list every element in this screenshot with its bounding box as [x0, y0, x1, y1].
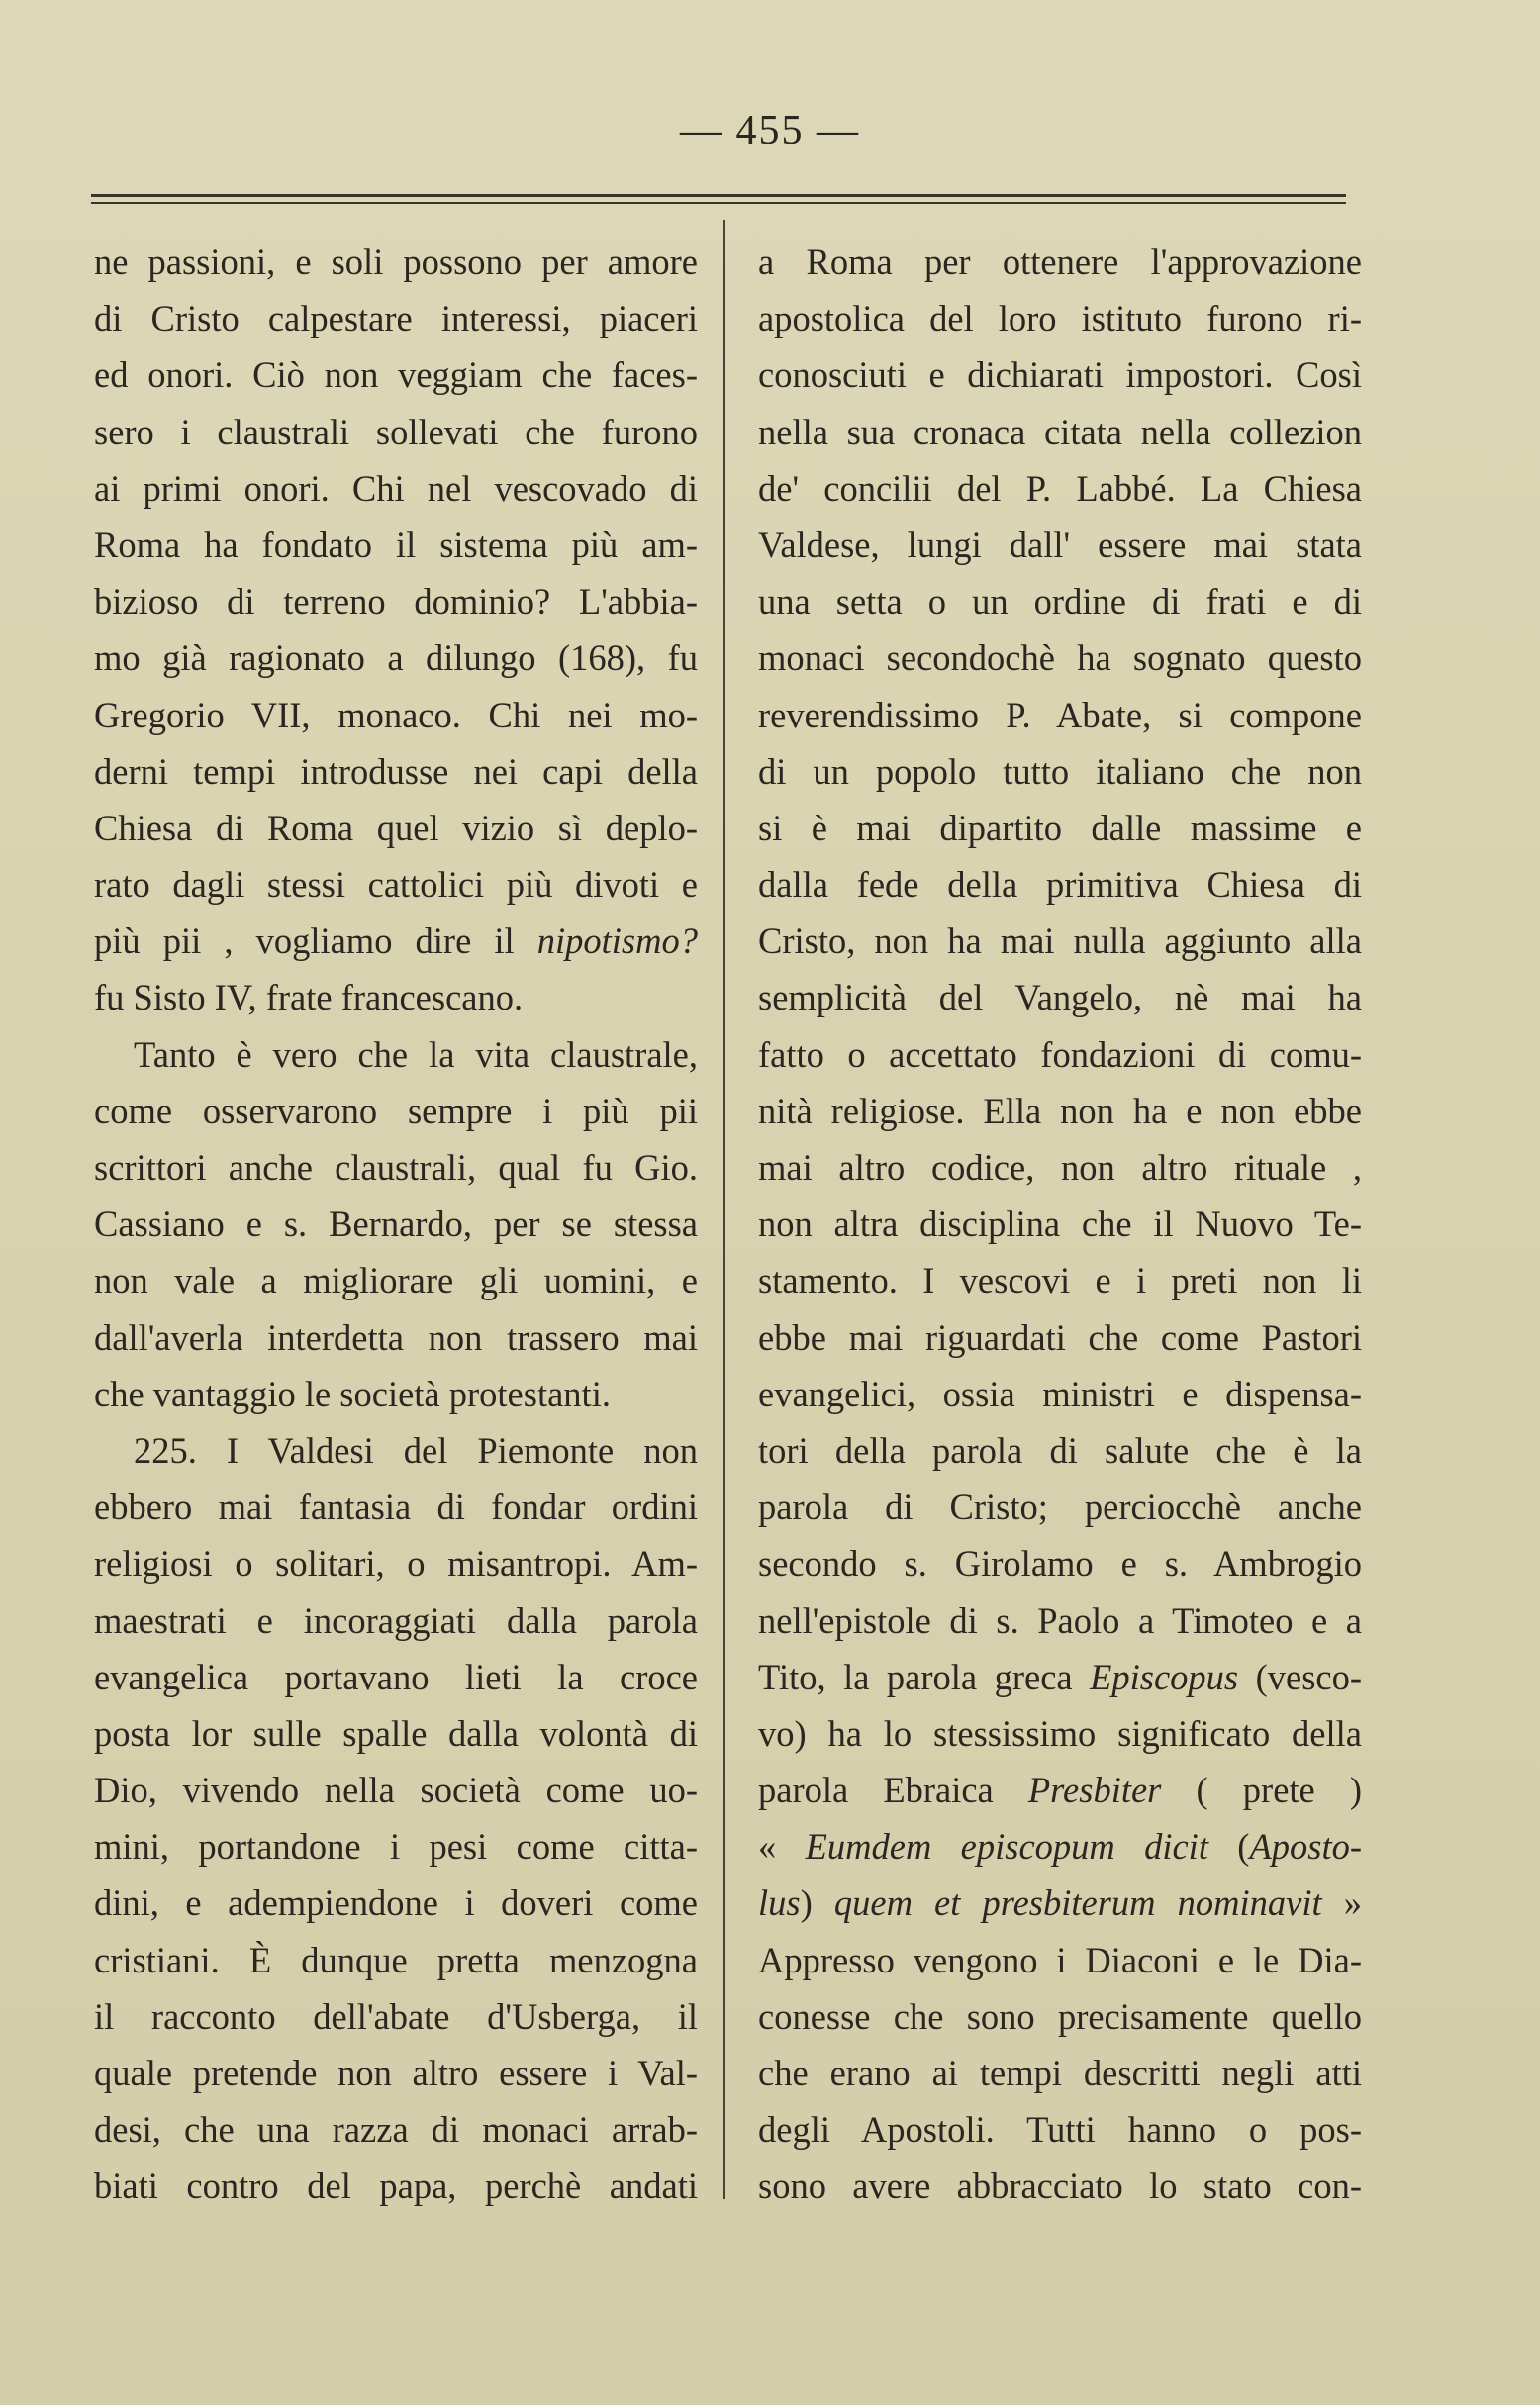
text-line — [758, 1422, 1362, 1479]
text-line — [758, 913, 1362, 969]
text-line — [758, 1535, 1362, 1591]
line-text: mo già ragionato a dilungo (168), fu — [94, 637, 698, 679]
italic-text: nipotismo? — [536, 920, 698, 962]
line-text: nell'epistole di s. Paolo a Timoteo e a — [758, 1599, 1362, 1641]
line-text: religiosi o solitari, o misantropi. Am- — [94, 1543, 698, 1585]
italic-text: lus — [758, 1882, 801, 1924]
text-line — [94, 573, 698, 629]
text-line — [94, 1196, 698, 1252]
line-text: secondo s. Girolamo e s. Ambrogio — [758, 1543, 1362, 1585]
text-line — [758, 234, 1362, 290]
line-text: tori della parola di salute che è la — [758, 1429, 1362, 1471]
text-line — [758, 856, 1362, 913]
text-line — [758, 800, 1362, 856]
text-line — [94, 856, 698, 913]
text-line — [758, 1762, 1362, 1818]
text-line — [94, 1875, 698, 1931]
line-text: bizioso di terreno dominio? L'abbia- — [94, 581, 698, 623]
line-text: sero i claustrali sollevati che furono — [94, 411, 698, 452]
line-text: si è mai dipartito dalle massime e — [758, 807, 1362, 848]
line-text: evangelici, ossia ministri e dispensa- — [758, 1373, 1362, 1414]
line-text: più pii , vogliamo dire il — [94, 920, 537, 962]
text-line — [758, 1026, 1362, 1083]
italic-text: Episcopus — [1090, 1656, 1239, 1697]
text-line — [94, 800, 698, 856]
line-text: scrittori anche claustrali, qual fu Gio. — [94, 1147, 698, 1188]
line-text: ( — [1207, 1826, 1250, 1868]
text-line — [758, 460, 1362, 517]
line-text: (vesco- — [1238, 1656, 1363, 1697]
text-line — [94, 2158, 698, 2214]
text-line — [758, 346, 1362, 403]
text-line — [758, 1479, 1362, 1535]
line-text: mai altro codice, non altro rituale , — [758, 1147, 1362, 1188]
line-text: ne passioni, e soli possono per amore — [94, 241, 698, 282]
line-text: derni tempi introdusse nei capi della — [94, 750, 698, 792]
page-number: — 455 — — [680, 108, 860, 153]
line-text: « — [758, 1826, 806, 1868]
text-line — [758, 2045, 1362, 2101]
text-line — [758, 1083, 1362, 1139]
text-line — [94, 629, 698, 686]
line-text: mini, portandone i pesi come citta- — [94, 1826, 698, 1868]
line-text: il racconto dell'abate d'Usberga, il — [94, 1995, 698, 2037]
line-text: Valdese, lungi dall' essere mai stata — [758, 524, 1362, 565]
line-text: maestrati e incoraggiati dalla parola — [94, 1599, 698, 1641]
left-text-column — [94, 234, 698, 2215]
line-text: Gregorio VII, monaco. Chi nei mo- — [94, 694, 698, 735]
line-text: rato dagli stessi cattolici più divoti e — [94, 864, 698, 906]
line-text: dall'averla interdetta non trassero mai — [94, 1316, 698, 1358]
line-text: fatto o accettato fondazioni di comu- — [758, 1033, 1362, 1075]
header-rule — [91, 194, 1346, 197]
text-line — [758, 573, 1362, 629]
text-line — [94, 1366, 698, 1422]
column-divider — [723, 220, 725, 2199]
line-text: quale pretende non altro essere i Val- — [94, 2053, 698, 2093]
text-line — [758, 687, 1362, 743]
line-text: Chiesa di Roma quel vizio sì deplo- — [94, 807, 698, 848]
line-text: posta lor sulle spalle dalla volontà di — [94, 1712, 698, 1754]
text-line — [94, 1252, 698, 1308]
line-text: parola di Cristo; perciocchè anche — [758, 1487, 1362, 1528]
line-text: semplicità del Vangelo, nè mai ha — [758, 977, 1362, 1018]
text-line — [758, 1139, 1362, 1196]
line-text: » — [1321, 1882, 1362, 1924]
text-line — [758, 517, 1362, 573]
line-text: Tito, la parola greca — [758, 1656, 1091, 1697]
italic-text: quem et presbiterum nominavit — [833, 1882, 1322, 1924]
text-line — [758, 1366, 1362, 1422]
text-line — [94, 1762, 698, 1818]
right-text-column — [758, 234, 1362, 2215]
text-line — [94, 1422, 698, 1479]
line-text: Roma ha fondato il sistema più am- — [94, 524, 698, 565]
line-text: vo) ha lo stessissimo significato della — [758, 1712, 1362, 1754]
text-line — [94, 290, 698, 346]
text-line — [94, 1818, 698, 1875]
line-text: non vale a migliorare gli uomini, e — [94, 1260, 698, 1301]
line-text: nella sua cronaca citata nella collezion — [758, 411, 1362, 452]
text-line — [758, 1649, 1362, 1705]
text-line — [94, 346, 698, 403]
line-text: una setta o un ordine di frati e di — [758, 581, 1362, 623]
text-line — [94, 969, 698, 1025]
line-text: Cristo, non ha mai nulla aggiunto alla — [758, 920, 1362, 962]
text-line — [758, 2158, 1362, 2214]
text-line — [758, 1988, 1362, 2045]
text-line — [94, 1649, 698, 1705]
line-text: monaci secondochè ha sognato questo — [758, 637, 1362, 679]
text-line — [94, 1026, 698, 1083]
line-text: de' concilii del P. Labbé. La Chiesa — [758, 467, 1362, 509]
line-text: come osservarono sempre i più pii — [94, 1090, 698, 1131]
text-line — [758, 1932, 1362, 1988]
text-line — [94, 2045, 698, 2101]
line-text: ) — [800, 1882, 834, 1924]
italic-text: Eumdem episcopum dicit — [805, 1826, 1208, 1868]
line-text: ebbe mai riguardati che come Pastori — [758, 1316, 1362, 1358]
line-text: biati contro del papa, perchè andati — [94, 2165, 698, 2207]
text-line — [758, 1309, 1362, 1366]
text-line — [758, 969, 1362, 1025]
line-text: di Cristo calpestare interessi, piaceri — [94, 298, 698, 339]
text-line — [758, 1196, 1362, 1252]
line-text: dalla fede della primitiva Chiesa di — [758, 864, 1362, 906]
line-text: che vantaggio le società protestanti. — [94, 1373, 611, 1414]
line-text: non altra disciplina che il Nuovo Te- — [758, 1203, 1362, 1245]
line-text: dini, e adempiendone i doveri come — [94, 1882, 698, 1924]
line-text: ebbero mai fantasia di fondar ordini — [94, 1487, 698, 1528]
italic-text: Presbiter — [1027, 1770, 1162, 1811]
text-line — [758, 1592, 1362, 1649]
text-line — [758, 2101, 1362, 2158]
text-line — [758, 1875, 1362, 1931]
line-text: conesse che sono precisamente quello — [758, 1995, 1362, 2037]
text-line — [94, 1535, 698, 1591]
line-text: sono avere abbracciato lo stato con- — [758, 2165, 1362, 2207]
text-line — [94, 517, 698, 573]
text-line — [94, 404, 698, 460]
text-line — [94, 1479, 698, 1535]
text-line — [94, 1988, 698, 2045]
text-line — [758, 1818, 1362, 1875]
text-line — [758, 404, 1362, 460]
line-text: parola Ebraica — [758, 1770, 1028, 1811]
text-line — [94, 460, 698, 517]
text-line — [94, 234, 698, 290]
line-text: Cassiano e s. Bernardo, per se stessa — [94, 1203, 698, 1245]
line-text: Tanto è vero che la vita claustrale, — [134, 1033, 698, 1075]
text-line — [758, 1252, 1362, 1308]
text-line — [758, 1705, 1362, 1762]
line-text: nità religiose. Ella non ha e non ebbe — [758, 1090, 1362, 1131]
header-rule-thin — [91, 202, 1346, 204]
line-text: Dio, vivendo nella società come uo- — [94, 1770, 698, 1811]
text-line — [758, 743, 1362, 800]
text-line — [94, 913, 698, 969]
text-line — [94, 1705, 698, 1762]
line-text: che erano ai tempi descritti negli atti — [758, 2053, 1362, 2093]
text-line — [94, 743, 698, 800]
text-line — [94, 1083, 698, 1139]
line-text: 225. I Valdesi del Piemonte non — [134, 1429, 698, 1471]
italic-text: Aposto- — [1249, 1826, 1363, 1868]
line-text: cristiani. È dunque pretta menzogna — [94, 1939, 698, 1980]
line-text: ed onori. Ciò non veggiam che faces- — [94, 354, 698, 396]
line-text: di un popolo tutto italiano che non — [758, 750, 1362, 792]
line-text: conosciuti e dichiarati impostori. Così — [758, 354, 1362, 396]
text-line — [94, 1592, 698, 1649]
text-line — [94, 1139, 698, 1196]
line-text: ( prete ) — [1161, 1770, 1363, 1811]
line-text: a Roma per ottenere l'approvazione — [758, 241, 1362, 282]
line-text: evangelica portavano lieti la croce — [94, 1656, 698, 1697]
line-text: reverendissimo P. Abate, si compone — [758, 694, 1362, 735]
line-text: desi, che una razza di monaci arrab- — [94, 2109, 698, 2151]
line-text: stamento. I vescovi e i preti non li — [758, 1260, 1362, 1301]
text-line — [758, 290, 1362, 346]
line-text: apostolica del loro istituto furono ri- — [758, 298, 1362, 339]
line-text: degli Apostoli. Tutti hanno o pos- — [758, 2109, 1362, 2151]
text-line — [94, 1309, 698, 1366]
text-line — [758, 629, 1362, 686]
line-text: ai primi onori. Chi nel vescovado di — [94, 467, 698, 509]
text-line — [94, 2101, 698, 2158]
text-line — [94, 1932, 698, 1988]
line-text: fu Sisto IV, frate francescano. — [94, 977, 524, 1018]
line-text: Appresso vengono i Diaconi e le Dia- — [758, 1939, 1362, 1980]
text-line — [94, 687, 698, 743]
